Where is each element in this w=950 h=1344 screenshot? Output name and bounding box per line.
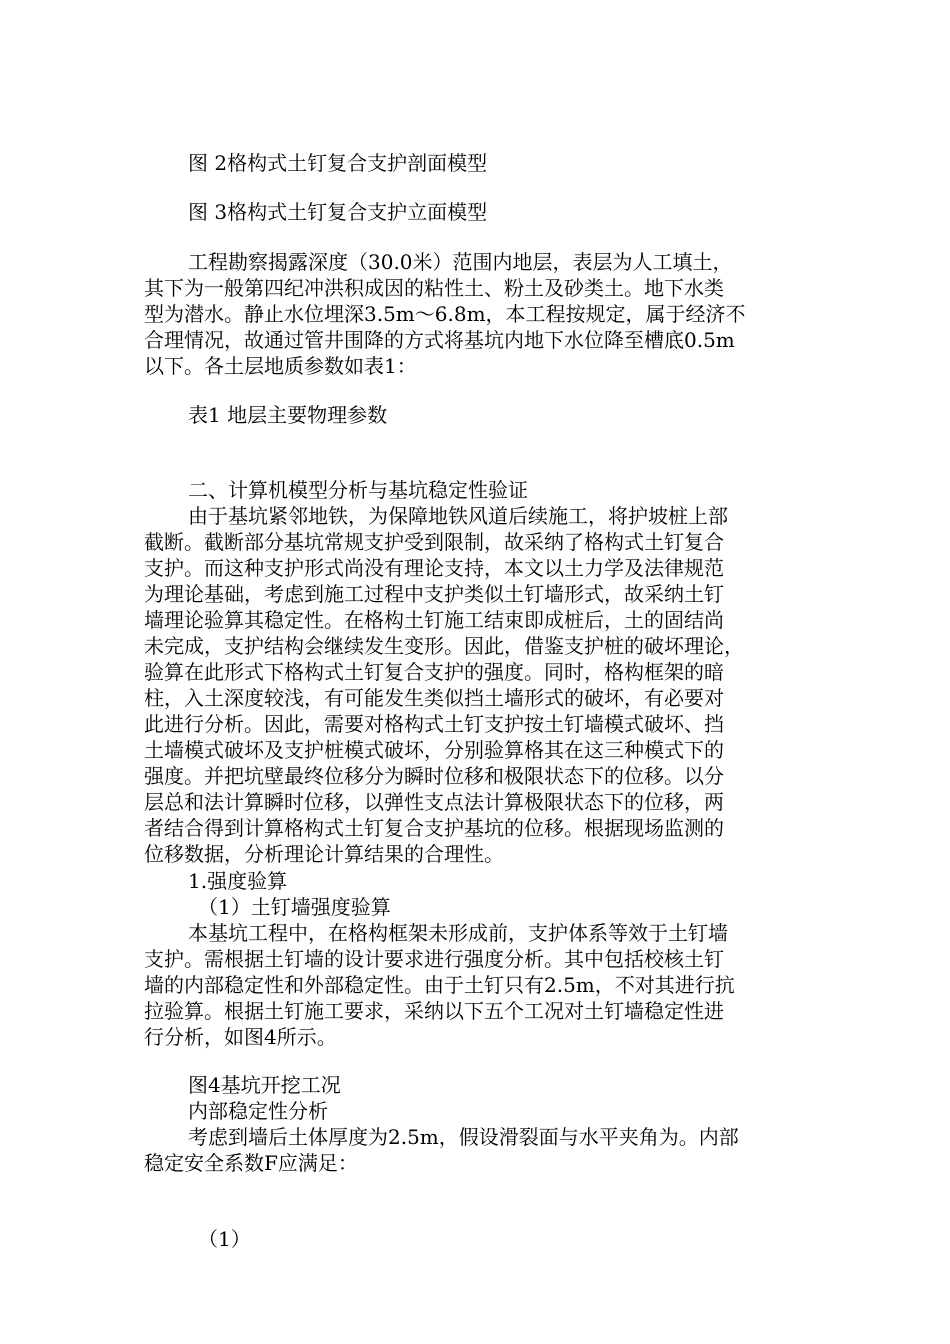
- text-line: 墙的内部稳定性和外部稳定性。由于土钉只有2.5m，不对其进行抗: [144, 973, 735, 997]
- section-2-heading: 二、计算机模型分析与基坑稳定性验证: [188, 478, 528, 502]
- text-line: 支护。而这种支护形式尚没有理论支持，本文以土力学及法律规范: [144, 556, 724, 580]
- internal-stability-heading: 内部稳定性分析: [188, 1099, 328, 1123]
- subheading-strength-check: 1.强度验算: [188, 869, 288, 893]
- subheading-soil-nail-wall-check: （1）土钉墙强度验算: [198, 895, 391, 919]
- text-line: 位移数据，分析理论计算结果的合理性。: [144, 842, 504, 866]
- text-line: 由于基坑紧邻地铁，为保障地铁风道后续施工，将护坡桩上部: [188, 504, 728, 528]
- text-line: 型为潜水。静止水位埋深3.5m～6.8m，本工程按规定，属于经济不: [144, 302, 746, 326]
- text-line: 土墙模式破坏及支护桩模式破坏，分别验算格其在这三种模式下的: [144, 738, 724, 762]
- text-line: 稳定安全系数F应满足：: [144, 1151, 358, 1175]
- figure-2-caption: 图 2格构式土钉复合支护剖面模型: [188, 151, 488, 175]
- figure-3-caption: 图 3格构式土钉复合支护立面模型: [188, 200, 488, 224]
- text-line: 为理论基础，考虑到施工过程中支护类似土钉墙形式，故采纳土钉: [144, 582, 724, 606]
- text-line: 墙理论验算其稳定性。在格构土钉施工结束即成桩后，土的固结尚: [144, 608, 724, 632]
- text-line: 柱，入土深度较浅，有可能发生类似挡土墙形式的破坏，有必要对: [144, 686, 724, 710]
- text-line: 强度。并把坑壁最终位移分为瞬时位移和极限状态下的位移。以分: [144, 764, 724, 788]
- text-line: 验算在此形式下格构式土钉复合支护的强度。同时，格构框架的暗: [144, 660, 724, 684]
- text-line: 其下为一般第四纪冲洪积成因的粘性土、粉土及砂类土。地下水类: [144, 276, 724, 300]
- text-line: 层总和法计算瞬时位移，以弹性支点法计算极限状态下的位移，两: [144, 790, 724, 814]
- table-1-caption: 表1 地层主要物理参数: [188, 403, 388, 427]
- figure-4-caption: 图4基坑开挖工况: [188, 1073, 341, 1097]
- text-line: 支护。需根据土钉墙的设计要求进行强度分析。其中包括校核土钉: [144, 947, 724, 971]
- text-line: 行分析，如图4所示。: [144, 1025, 337, 1049]
- text-line: 未完成，支护结构会继续发生变形。因此，借鉴支护桩的破坏理论，: [144, 634, 744, 658]
- text-line: 考虑到墙后土体厚度为2.5m，假设滑裂面与水平夹角为。内部: [188, 1125, 739, 1149]
- equation-number: （1）: [198, 1227, 251, 1251]
- text-line: 拉验算。根据土钉施工要求，采纳以下五个工况对土钉墙稳定性进: [144, 999, 724, 1023]
- text-line: 合理情况，故通过管井围降的方式将基坑内地下水位降至槽底0.5m: [144, 328, 735, 352]
- text-line: 工程勘察揭露深度（30.0米）范围内地层，表层为人工填土，: [188, 250, 733, 274]
- text-line: 本基坑工程中，在格构框架未形成前，支护体系等效于土钉墙: [188, 921, 728, 945]
- text-line: 者结合得到计算格构式土钉复合支护基坑的位移。根据现场监测的: [144, 816, 724, 840]
- text-line: 截断。截断部分基坑常规支护受到限制，故采纳了格构式土钉复合: [144, 530, 724, 554]
- text-line: 以下。各土层地质参数如表1：: [144, 354, 417, 378]
- text-line: 此进行分析。因此，需要对格构式土钉支护按土钉墙模式破坏、挡: [144, 712, 724, 736]
